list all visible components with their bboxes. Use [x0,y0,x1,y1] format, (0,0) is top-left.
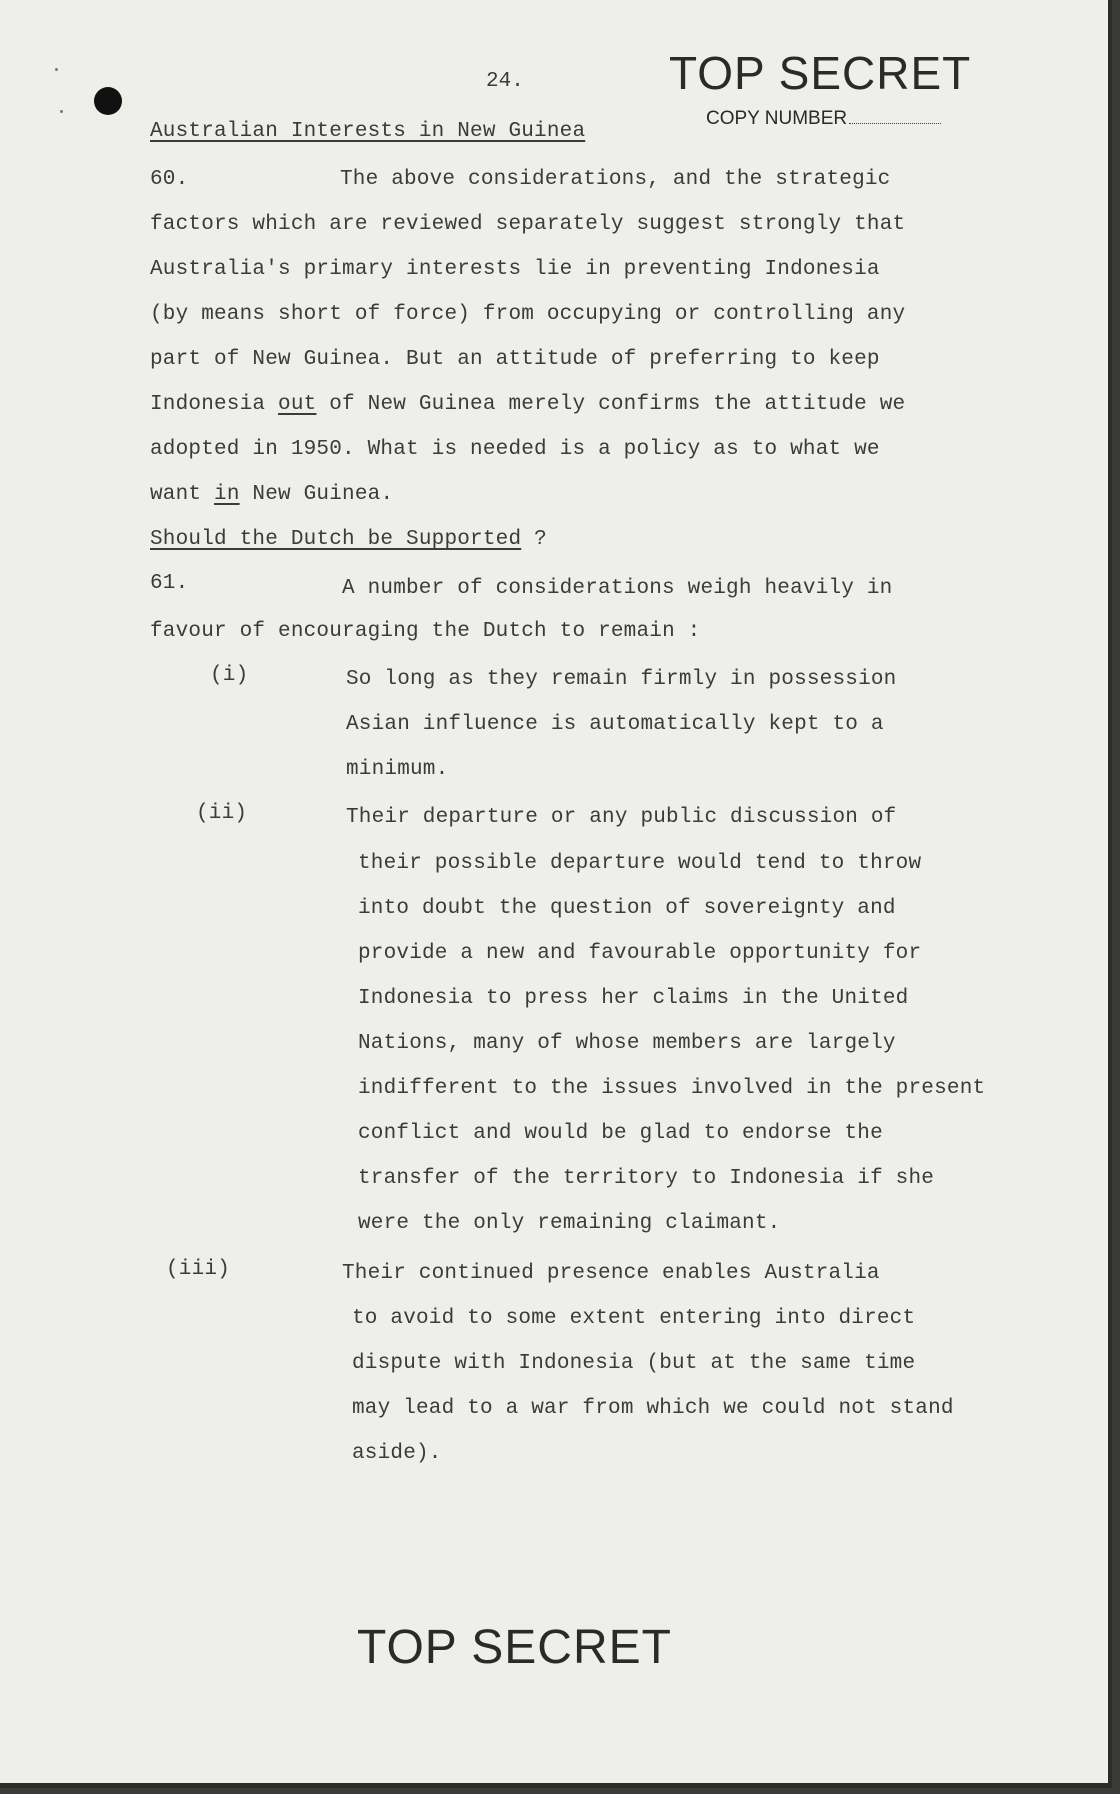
list-item-line: Their departure or any public discussion of [346,806,897,829]
para60-line: factors which are reviewed separately suggest strongly that [150,213,906,236]
classification-stamp-top: TOP SECRET [669,47,972,99]
list-item-line: conflict and would be glad to endorse the [358,1122,883,1145]
para60-line: part of New Guinea. But an attitude of preferring to keep [150,348,880,371]
list-item-line: into doubt the question of sovereignty and [358,897,896,920]
list-item-line: minimum. [346,758,449,781]
list-item-line: were the only remaining claimant. [358,1212,781,1235]
page-number: 24. [486,70,524,93]
copy-number-label: COPY NUMBER [706,108,848,129]
underlined-word-in: in [214,483,240,506]
copy-number-blank [849,123,941,124]
para60-line: Australia's primary interests lie in preventing Indonesia [150,258,880,281]
paragraph-number-61: 61. [150,572,189,595]
paragraph-number-60: 60. [150,168,189,191]
para61-line: favour of encouraging the Dutch to remain : [150,620,701,643]
paper-speck [55,68,58,71]
list-item-line: their possible departure would tend to throw [358,852,922,875]
list-item-line: indifferent to the issues involved in the present [358,1077,986,1100]
list-item-label: (iii) [166,1258,231,1281]
para60-line: The above considerations, and the strategic [340,168,891,191]
list-item-line: aside). [352,1442,442,1465]
paper-speck [60,110,63,113]
list-item-line: Nations, many of whose members are largely [358,1032,896,1055]
list-item-line: Their continued presence enables Australia [342,1262,880,1285]
list-item-line: may lead to a war from which we could not stand [352,1397,954,1420]
para60-line: adopted in 1950. What is needed is a policy as to what we [150,438,880,461]
section-heading-australian-interests: Australian Interests in New Guinea [150,120,586,143]
section-heading-dutch-supported: Should the Dutch be Supported ? [150,528,547,551]
para60-line: Indonesia out of New Guinea merely confirms the attitude we [150,393,906,416]
list-item-line: Asian influence is automatically kept to a [346,713,884,736]
list-item-line: So long as they remain firmly in possession [346,668,897,691]
list-item-line: dispute with Indonesia (but at the same time [352,1352,916,1375]
list-item-line: Indonesia to press her claims in the United [358,987,909,1010]
list-item-line: transfer of the territory to Indonesia if she [358,1167,935,1190]
punch-hole [94,87,122,115]
list-item-label: (i) [210,664,249,687]
list-item-line: provide a new and favourable opportunity for [358,942,922,965]
list-item-label: (ii) [196,802,248,825]
para60-line: (by means short of force) from occupying or controlling any [150,303,906,326]
classification-stamp-bottom: TOP SECRET [357,1621,672,1674]
para61-line: A number of considerations weigh heavily in [342,577,893,600]
underlined-word-out: out [278,393,317,416]
copy-number [706,108,941,130]
para60-line: want in New Guinea. [150,483,394,506]
list-item-line: to avoid to some extent entering into direct [352,1307,916,1330]
